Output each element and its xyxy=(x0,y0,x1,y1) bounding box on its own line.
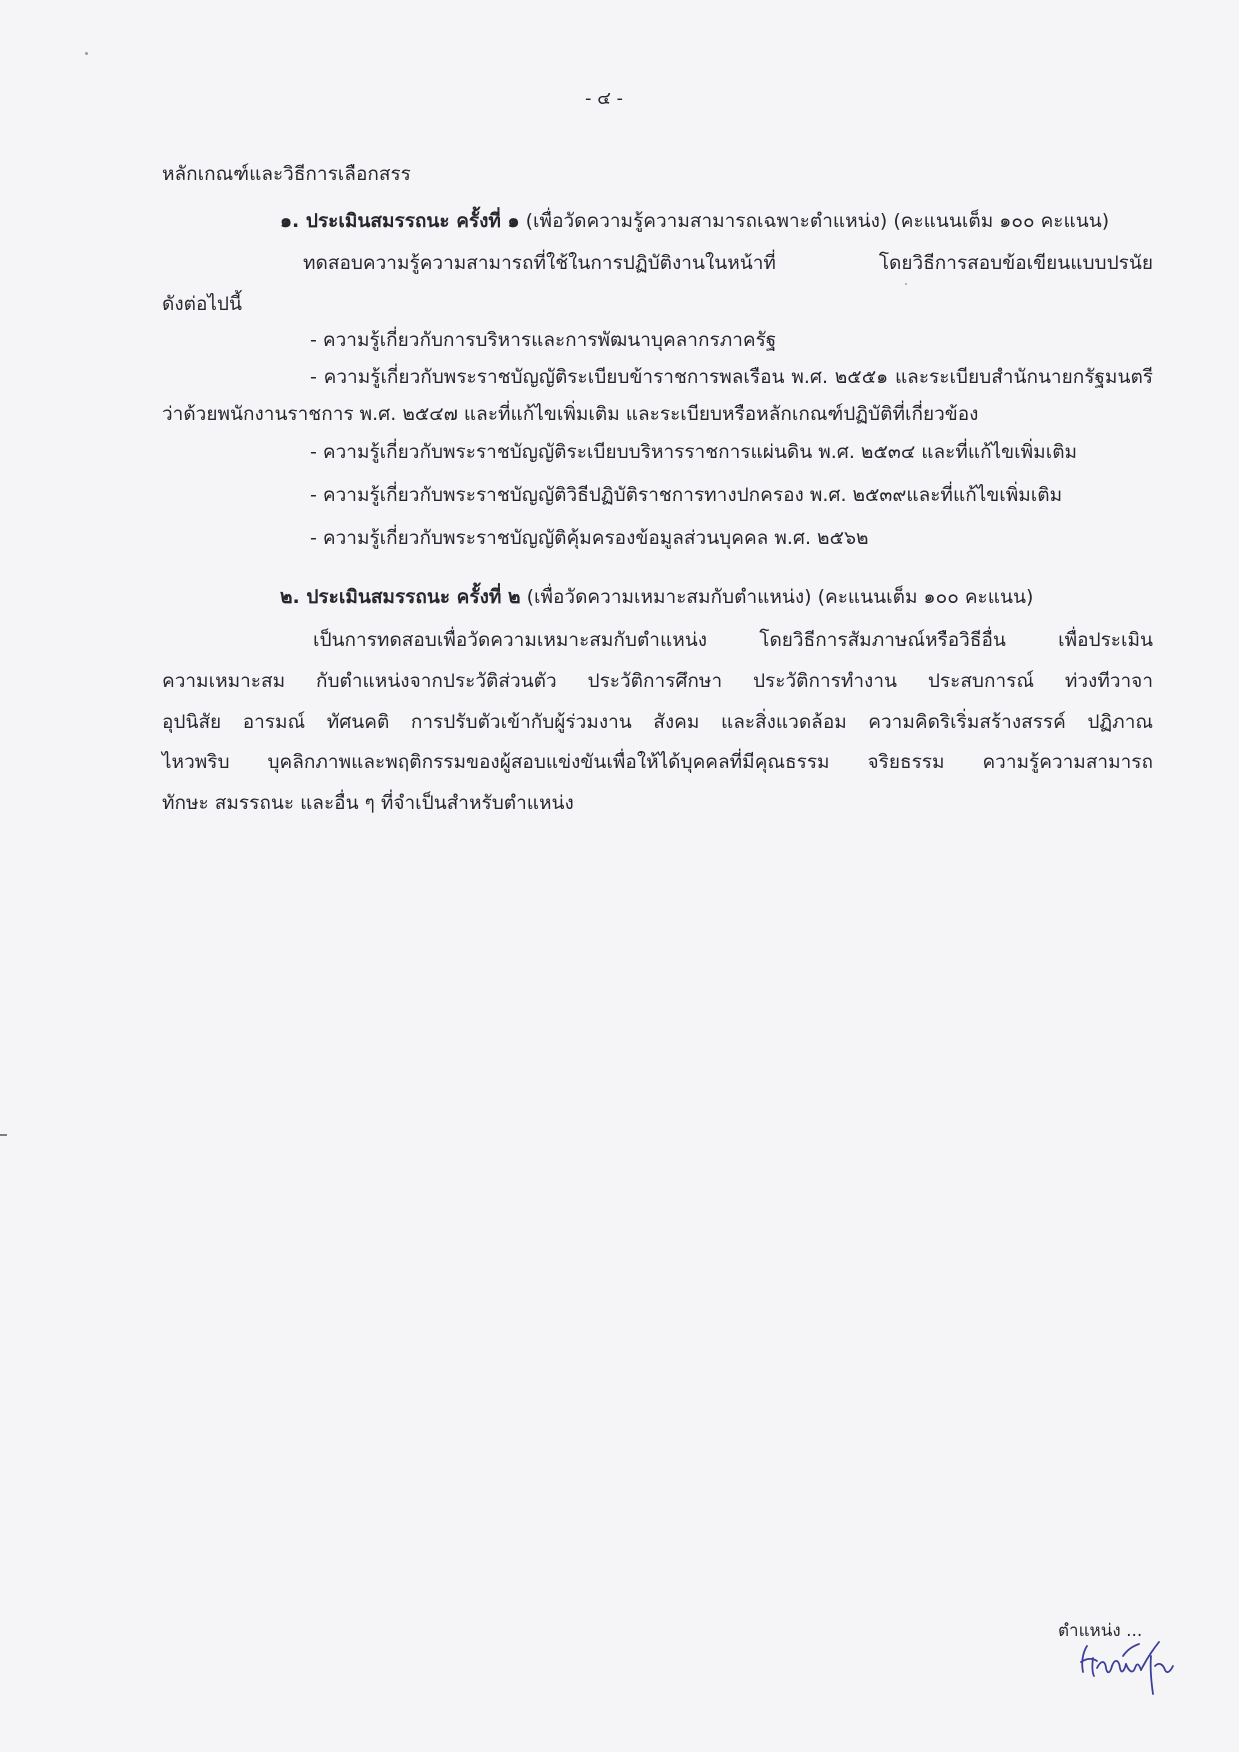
section2-paragraph-line2: ความเหมาะสม กับตำแหน่งจากประวัติส่วนตัว ประวัติการศึกษา ประวัติการทำงาน ประสบการณ์ ท่วงทีวาจา xyxy=(162,670,1153,692)
section2-paragraph-line1: เป็นการทดสอบเพื่อวัดความเหมาะสมกับตำแหน่ง โดยวิธีการสัมภาษณ์หรือวิธีอื่น เพื่อประเมิน xyxy=(313,629,1153,651)
paper-speck xyxy=(905,283,907,285)
continuation-text: ตำแหน่ง ... xyxy=(1058,1621,1143,1641)
section2-title-bold: ๒. ประเมินสมรรถนะ ครั้งที่ ๒ xyxy=(280,586,521,608)
edge-mark xyxy=(0,1134,7,1136)
section1-bullet-1: - ความรู้เกี่ยวกับการบริหารและการพัฒนาบุคลากรภาครัฐ xyxy=(310,329,777,351)
section1-title-rest: (เพื่อวัดความรู้ความสามารถเฉพาะตำแหน่ง) (คะแนนเต็ม ๑๐๐ คะแนน) xyxy=(519,210,1110,232)
section2-title-rest: (เพื่อวัดความเหมาะสมกับตำแหน่ง) (คะแนนเต็ม ๑๐๐ คะแนน) xyxy=(520,586,1034,608)
section2-paragraph-line4: ไหวพริบ บุคลิกภาพและพฤติกรรมของผู้สอบแข่งขันเพื่อให้ได้บุคคลที่มีคุณธรรม จริยธรรม ความรู้ความสามารถ xyxy=(162,751,1153,773)
page-number: - ๔ - xyxy=(585,88,624,109)
section2-paragraph-line5: ทักษะ สมรรถนะ และอื่น ๆ ที่จำเป็นสำหรับตำแหน่ง xyxy=(162,792,574,814)
paper-speck xyxy=(85,52,88,55)
handwritten-signature xyxy=(1075,1628,1175,1698)
section1-title-bold: ๑. ประเมินสมรรถนะ ครั้งที่ ๑ xyxy=(280,210,520,232)
section1-bullet-5: - ความรู้เกี่ยวกับพระราชบัญญัติคุ้มครองข้อมูลส่วนบุคคล พ.ศ. ๒๕๖๒ xyxy=(310,527,869,549)
section1-bullet-4: - ความรู้เกี่ยวกับพระราชบัญญัติวิธีปฏิบัติราชการทางปกครอง พ.ศ. ๒๕๓๙และที่แก้ไขเพิ่มเติม xyxy=(310,484,1063,506)
section1-bullet-2-line1: - ความรู้เกี่ยวกับพระราชบัญญัติระเบียบข้าราชการพลเรือน พ.ศ. ๒๕๕๑ และระเบียบสำนักนายกรัฐมนตรี xyxy=(310,366,1153,388)
section1-bullet-3: - ความรู้เกี่ยวกับพระราชบัญญัติระเบียบบริหารราชการแผ่นดิน พ.ศ. ๒๕๓๔ และที่แก้ไขเพิ่มเติม xyxy=(310,441,1078,463)
section2-title xyxy=(280,583,1033,611)
section1-intro-line2: ดังต่อไปนี้ xyxy=(162,293,242,315)
section1-bullet-2-line2: ว่าด้วยพนักงานราชการ พ.ศ. ๒๕๔๗ และที่แก้ไขเพิ่มเติม และระเบียบหรือหลักเกณฑ์ปฏิบัติที่เกี่ยวข้อง xyxy=(162,403,979,425)
section1-title xyxy=(280,207,1109,235)
section2-paragraph-line3: อุปนิสัย อารมณ์ ทัศนคติ การปรับตัวเข้ากับผู้ร่วมงาน สังคม และสิ่งแวดล้อม ความคิดริเริ่มสร้างสรรค์ ปฏิภาณ xyxy=(162,711,1153,733)
section-heading: หลักเกณฑ์และวิธีการเลือกสรร xyxy=(162,163,411,185)
section1-intro-line1: ทดสอบความรู้ความสามารถที่ใช้ในการปฏิบัติงานในหน้าที่ โดยวิธีการสอบข้อเขียนแบบปรนัย xyxy=(303,252,1153,274)
